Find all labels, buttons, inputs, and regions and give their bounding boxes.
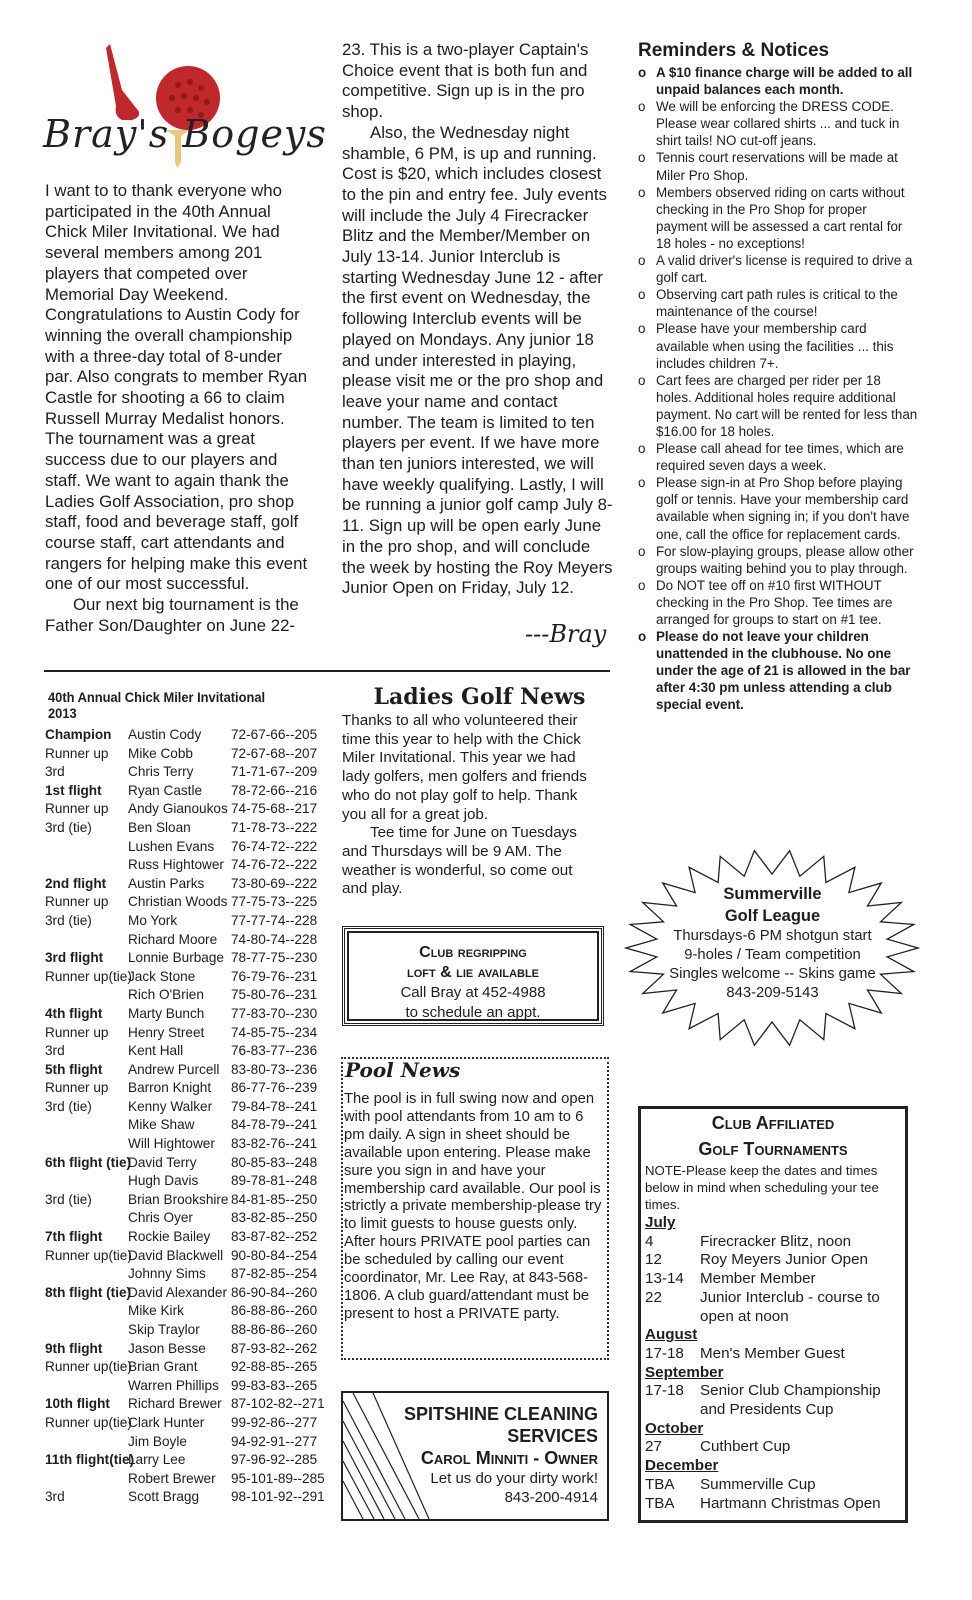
event-name: Member Member <box>700 1270 816 1288</box>
player-score: 83-80-73--236 <box>231 1061 318 1077</box>
results-row <box>45 1172 335 1191</box>
divider <box>44 670 610 672</box>
results-table <box>45 726 335 1507</box>
results-row <box>45 838 335 857</box>
reminder-item <box>638 440 920 474</box>
reminder-item <box>638 149 920 183</box>
player-score: 72-67-68--207 <box>231 745 318 761</box>
player-score: 74-80-74--228 <box>231 931 318 947</box>
result-placing: Runner up <box>45 894 109 910</box>
event-date: 4 <box>645 1232 654 1250</box>
player-name: Russ Hightower <box>128 857 224 873</box>
player-name: Christian Woods <box>128 894 228 910</box>
reminder-item <box>638 64 920 98</box>
ladies-paragraph: Thanks to all who volunteered their time this year to help with the Chick Miler Invitational. This year we had lady golfers, men golfers and friends who do not play golf to help. Thank you all for a great job. <box>342 712 587 823</box>
bullet-icon: o <box>638 577 646 593</box>
reminder-text: Please have your membership card available when using the facilities ... this includes children 7+. <box>656 321 894 371</box>
player-score: 87-93-82--262 <box>231 1340 318 1356</box>
results-row <box>45 1265 335 1284</box>
result-placing: 3rd <box>45 764 65 780</box>
player-score: 77-75-73--225 <box>231 894 318 910</box>
results-row <box>45 1470 335 1489</box>
results-row <box>45 1247 335 1266</box>
regrip-phone: Call Bray at 452-4988 <box>400 984 546 1001</box>
tournament-month: September <box>645 1363 724 1381</box>
player-name: Mike Kirk <box>128 1303 184 1319</box>
bullet-icon: o <box>638 629 647 645</box>
result-placing: 3rd flight <box>45 950 104 966</box>
player-name: Brian Brookshire <box>128 1191 229 1207</box>
player-score: 74-85-75--234 <box>231 1024 318 1040</box>
results-row <box>45 1079 335 1098</box>
event-name: Hartmann Christmas Open <box>700 1494 881 1512</box>
results-row <box>45 1377 335 1396</box>
player-score: 98-101-92--291 <box>231 1489 325 1505</box>
reminder-text: Please call ahead for tee times, which are required seven days a week. <box>656 441 904 474</box>
intro-paragraph-2: Our next big tournament is the Father Son/Daughter on June 22- <box>45 595 299 635</box>
result-placing: 2nd flight <box>45 875 107 891</box>
result-placing: 3rd (tie) <box>45 1191 92 1207</box>
intro-paragraph: I want to to thank everyone who participated in the 40th Annual Chick Miler Invitational. We had several members among 201 players that competed over Memorial Day Weekend. Congratulations to Austin Cody for winning the overall championship with a three-day total of 8-under par. Also congrats to member Ryan Castle for shooting a 66 to claim Russell Murray Medalist honors. The tournament was a great success due to our players and staff. We want to again thank the Ladies Golf Association, pro shop staff, food and beverage staff, golf course staff, cart attendants and rangers for helping make this event one of our most successful. <box>45 181 308 594</box>
player-score: 79-84-78--241 <box>231 1098 318 1114</box>
player-name: Rich O'Brien <box>128 987 204 1003</box>
player-score: 83-82-85--250 <box>231 1210 318 1226</box>
bullet-icon: o <box>638 150 646 166</box>
results-row <box>45 986 335 1005</box>
intro-article <box>45 181 310 636</box>
event-date: 17-18 <box>645 1344 684 1362</box>
ladies-news-title: Ladies Golf News <box>373 684 586 710</box>
player-name: Austin Parks <box>128 875 205 891</box>
result-placing: 3rd <box>45 1489 65 1505</box>
ladies-paragraph-2: Tee time for June on Tuesdays and Thursdays will be 9 AM. The weather is wonderful, so come out and play. <box>342 824 577 898</box>
golf-league-ad <box>660 883 885 1003</box>
player-score: 86-90-84--260 <box>231 1284 318 1300</box>
results-row <box>45 1284 335 1303</box>
player-score: 94-92-91--277 <box>231 1433 318 1449</box>
player-name: Kent Hall <box>128 1043 184 1059</box>
event-date: 22 <box>645 1288 662 1306</box>
player-name: Hugh Davis <box>128 1173 199 1189</box>
results-row <box>45 1042 335 1061</box>
results-row <box>45 1433 335 1452</box>
player-name: Austin Cody <box>128 727 202 742</box>
result-placing: 11th flight(tie) <box>45 1452 135 1468</box>
article-paragraph-2: Also, the Wednesday night shamble, 6 PM, is up and running. Cost is $20, which includes closest to the pin and entry fee. July events will include the July 4 Firecracker Blitz and the Member/Member on July 13-14. Junior Interclub is starting Wednesday June 12 - after the first event on Wednesday, the following Interclub events will be played on Mondays. Any junior 18 and under interested in playing, please visit me or the pro shop and leave your name and contact number. The team is limited to ten players per event. If we have more than ten juniors interested, we will have weekly qualifying. Lastly, I will be running a junior golf camp July 8-11. Sign up will be open early June in the pro shop, and will conclude the week by hosting the Roy Meyers Junior Open on Friday, July 12. <box>342 122 613 598</box>
results-row <box>45 893 335 912</box>
result-placing: 3rd (tie) <box>45 912 92 928</box>
reminder-text: Members observed riding on carts without checking in the Pro Shop for proper payment will be assessed a cart rental for 18 holes - no exceptions! <box>656 184 905 251</box>
result-placing: 1st flight <box>45 782 102 798</box>
result-placing: 6th flight (tie) <box>45 1154 132 1170</box>
reminder-text: Do NOT tee off on #10 first WITHOUT checking in the Pro Shop. Tee times are arranged for groups to start on #1 tee. <box>656 577 893 627</box>
player-name: Ryan Castle <box>128 782 203 798</box>
player-name: Jack Stone <box>128 968 196 984</box>
result-placing: Runner up <box>45 745 109 761</box>
bullet-icon: o <box>638 441 646 457</box>
tournaments-list <box>645 1214 905 1513</box>
player-score: 90-80-84--254 <box>231 1247 318 1263</box>
reminder-item <box>638 320 920 371</box>
results-row <box>45 763 335 782</box>
player-name: Scott Bragg <box>128 1489 200 1505</box>
results-row <box>45 968 335 987</box>
player-name: Clark Hunter <box>128 1414 205 1430</box>
bullet-icon: o <box>638 372 646 388</box>
regrip-ad <box>342 926 604 1026</box>
reminder-item <box>638 184 920 252</box>
reminder-item <box>638 474 920 542</box>
event-name: Men's Member Guest <box>700 1344 845 1362</box>
reminder-item <box>638 628 920 713</box>
player-score: 89-78-81--248 <box>231 1173 318 1189</box>
results-row <box>45 1358 335 1377</box>
tournament-event <box>645 1345 905 1364</box>
result-placing: 3rd (tie) <box>45 1098 92 1114</box>
player-name: Andy Gianoukos <box>128 801 228 817</box>
player-name: Marty Bunch <box>128 1005 205 1021</box>
player-name: Warren Phillips <box>128 1377 219 1393</box>
tournament-event <box>645 1476 905 1495</box>
player-name: David Alexander <box>128 1284 227 1300</box>
event-name: Summerville Cup <box>700 1475 816 1493</box>
results-row <box>45 912 335 931</box>
player-name: Will Hightower <box>128 1136 215 1152</box>
results-row <box>45 1340 335 1359</box>
player-name: Brian Grant <box>128 1359 198 1375</box>
logo-title: Bray's Bogeys <box>43 112 327 156</box>
player-score: 78-72-66--216 <box>231 782 318 798</box>
spitshine-heading: SPITSHINE CLEANING <box>403 1404 598 1424</box>
player-score: 87-82-85--254 <box>231 1266 318 1282</box>
result-placing: Runner up(tie) <box>45 1414 132 1430</box>
player-score: 80-85-83--248 <box>231 1154 318 1170</box>
player-name: Ben Sloan <box>128 819 191 835</box>
results-row <box>45 875 335 894</box>
reminder-text: Observing cart path rules is critical to the maintenance of the course! <box>656 287 898 320</box>
result-placing: Runner up(tie) <box>45 968 132 984</box>
results-row <box>45 1191 335 1210</box>
bullet-icon: o <box>638 543 646 559</box>
player-name: Jim Boyle <box>128 1433 187 1449</box>
player-score: 73-80-69--222 <box>231 875 318 891</box>
regrip-subheading: loft & lie available <box>406 964 540 981</box>
player-name: Lushen Evans <box>128 838 215 854</box>
result-placing: 3rd (tie) <box>45 819 92 835</box>
event-name: Junior Interclub - course to open at noon <box>700 1288 880 1325</box>
results-row <box>45 1395 335 1414</box>
result-placing: Runner up(tie) <box>45 1247 132 1263</box>
bullet-icon: o <box>638 287 646 303</box>
player-score: 71-71-67--209 <box>231 764 318 780</box>
reminder-text: Tennis court reservations will be made at Miler Pro Shop. <box>656 150 898 183</box>
player-score: 88-86-86--260 <box>231 1322 318 1337</box>
player-name: Chris Terry <box>128 764 194 780</box>
player-score: 71-78-73--222 <box>231 819 318 835</box>
player-name: David Terry <box>128 1154 197 1170</box>
spitshine-heading-2: SERVICES <box>507 1426 598 1446</box>
results-title: 40th Annual Chick Miler Invitational 2013 <box>48 689 266 721</box>
league-singles: Singles welcome -- Skins game <box>669 966 876 982</box>
result-placing: 10th flight <box>45 1396 110 1412</box>
tournament-event <box>645 1495 905 1514</box>
tournament-event <box>645 1438 905 1457</box>
result-placing: 5th flight <box>45 1061 103 1077</box>
player-score: 76-74-72--222 <box>231 838 318 854</box>
bullet-icon: o <box>638 475 646 491</box>
player-name: Chris Oyer <box>128 1210 193 1226</box>
spitshine-phone: 843-200-4914 <box>504 1489 598 1506</box>
player-name: Lonnie Burbage <box>128 950 224 966</box>
results-row <box>45 726 335 745</box>
event-date: 27 <box>645 1438 662 1456</box>
reminder-text: For slow-playing groups, please allow other groups waiting behind you to play through. <box>656 543 914 576</box>
player-name: David Blackwell <box>128 1247 224 1263</box>
player-name: Richard Brewer <box>128 1396 222 1412</box>
tournament-event <box>645 1251 905 1270</box>
player-score: 97-96-92--285 <box>231 1452 318 1468</box>
results-row <box>45 1302 335 1321</box>
player-name: Andrew Purcell <box>128 1061 220 1077</box>
results-row <box>45 1321 335 1340</box>
player-score: 99-83-83--265 <box>231 1377 318 1393</box>
player-score: 75-80-76--231 <box>231 987 318 1003</box>
tournament-month: October <box>645 1419 704 1437</box>
player-score: 76-83-77--236 <box>231 1043 318 1059</box>
event-date: 12 <box>645 1251 662 1269</box>
results-row <box>45 1098 335 1117</box>
result-placing: 7th flight <box>45 1229 103 1245</box>
results-row <box>45 1116 335 1135</box>
league-schedule: Thursdays-6 PM shotgun start <box>673 928 872 944</box>
tournament-event <box>645 1289 905 1326</box>
reminders-list <box>638 64 920 714</box>
ladies-news-body <box>342 712 600 899</box>
article-continued <box>342 40 617 599</box>
league-title: Summerville <box>723 885 822 903</box>
result-placing: Runner up <box>45 801 109 817</box>
pool-news-body: The pool is in full swing now and open with pool attendants from 10 am to 6 pm daily. A sign in sheet should be available upon entering. Please make sure you sign in and have your membership card available. Our pool is strictly a private membership-please try to limit guests to house guests only. After hours PRIVATE pool parties can be scheduled by calling our event coordinator, Mr. Lee Ray, at 843-568-1806. A club guard/attendant must be present to host a PRIVATE party. <box>344 1091 602 1322</box>
player-score: 86-88-86--260 <box>231 1303 318 1319</box>
event-name: Cuthbert Cup <box>700 1438 791 1456</box>
bullet-icon: o <box>638 99 646 115</box>
player-score: 74-76-72--222 <box>231 857 318 873</box>
results-row <box>45 1154 335 1173</box>
results-row <box>45 1488 335 1507</box>
reminder-item <box>638 543 920 577</box>
player-name: Kenny Walker <box>128 1098 213 1114</box>
player-name: Robert Brewer <box>128 1470 216 1486</box>
reminder-text: We will be enforcing the DRESS CODE. Please wear collared shirts ... and tuck in shirt tails! NO cut-off jeans. <box>656 99 900 149</box>
player-score: 77-83-70--230 <box>231 1005 318 1021</box>
tournament-month: July <box>645 1214 676 1231</box>
results-row <box>45 1005 335 1024</box>
reminder-item <box>638 286 920 320</box>
result-placing: Runner up(tie) <box>45 1359 132 1375</box>
league-title-2: Golf League <box>724 907 821 925</box>
result-placing: 8th flight (tie) <box>45 1284 132 1300</box>
player-score: 83-82-76--241 <box>231 1136 318 1152</box>
bullet-icon: o <box>638 253 646 269</box>
result-placing: Runner up <box>45 1024 109 1040</box>
event-name: Firecracker Blitz, noon <box>700 1232 852 1250</box>
player-score: 87-102-82--271 <box>231 1396 325 1412</box>
results-row <box>45 1451 335 1470</box>
event-name: Roy Meyers Junior Open <box>700 1251 868 1269</box>
player-score: 99-92-86--277 <box>231 1414 318 1430</box>
results-row <box>45 1061 335 1080</box>
player-name: Skip Traylor <box>128 1322 200 1337</box>
results-row <box>45 1209 335 1228</box>
regrip-note: to schedule an appt. <box>405 1004 541 1021</box>
player-name: Mike Shaw <box>128 1117 195 1133</box>
player-score: 84-78-79--241 <box>231 1117 318 1133</box>
event-date: 17-18 <box>645 1382 684 1400</box>
reminder-text: A valid driver's license is required to drive a golf cart. <box>656 253 913 286</box>
player-name: Mike Cobb <box>128 745 193 761</box>
reminder-item <box>638 372 920 440</box>
player-score: 83-87-82--252 <box>231 1229 318 1245</box>
results-row <box>45 819 335 838</box>
results-row <box>45 1228 335 1247</box>
tournament-event <box>645 1382 905 1419</box>
signature: ---Bray <box>525 620 607 648</box>
article-paragraph: 23. This is a two-player Captain's Choice event that is both fun and competitive. Sign up is in the pro shop. <box>342 40 589 122</box>
reminder-text: A $10 finance charge will be added to all unpaid balances each month. <box>656 65 913 98</box>
reminder-text: Please do not leave your children unattended in the clubhouse. No one under the age of 21 is allowed in the bar after 4:30 pm unless attending a club special event. <box>656 629 911 713</box>
event-name: Senior Club Championship and Presidents Cup <box>700 1382 881 1419</box>
player-name: Johnny Sims <box>128 1266 206 1282</box>
player-score: 86-77-76--239 <box>231 1080 318 1096</box>
player-score: 77-77-74--228 <box>231 912 318 928</box>
player-name: Barron Knight <box>128 1080 212 1096</box>
result-placing: 3rd <box>45 1043 65 1059</box>
player-name: Jason Besse <box>128 1340 206 1356</box>
player-name: Richard Moore <box>128 931 218 947</box>
reminder-item <box>638 577 920 628</box>
tournament-month: December <box>645 1457 719 1475</box>
tournaments-title-line1: Club Affiliated <box>711 1113 835 1133</box>
player-score: 78-77-75--230 <box>231 950 318 966</box>
player-name: Mo York <box>128 912 178 928</box>
tournaments-title <box>641 1110 905 1162</box>
results-row <box>45 800 335 819</box>
result-placing: 4th flight <box>45 1005 103 1021</box>
spitshine-tagline: Let us do your dirty work! <box>430 1470 598 1487</box>
results-row <box>45 856 335 875</box>
results-row <box>45 745 335 764</box>
player-score: 72-67-66--205 <box>231 727 318 742</box>
tournaments-title-line2: Golf Tournaments <box>698 1139 848 1159</box>
player-name: Rockie Bailey <box>128 1229 211 1245</box>
league-format: 9-holes / Team competition <box>684 947 861 963</box>
spitshine-owner: Carol Minniti - Owner <box>420 1448 598 1468</box>
reminder-text: Please sign-in at Pro Shop before playing golf or tennis. Have your membership card available when signing in; if you don't have one, call the office for replacement cards. <box>656 475 910 542</box>
results-row <box>45 949 335 968</box>
player-score: 84-81-85--250 <box>231 1191 318 1207</box>
reminder-item <box>638 98 920 149</box>
league-phone: 843-209-5143 <box>726 985 819 1001</box>
bullet-icon: o <box>638 184 646 200</box>
event-date: 13-14 <box>645 1270 684 1288</box>
reminders-title: Reminders & Notices <box>638 40 830 61</box>
event-date: TBA <box>645 1494 675 1512</box>
player-score: 76-79-76--231 <box>231 968 318 984</box>
tournament-month: August <box>645 1326 698 1344</box>
results-row <box>45 1024 335 1043</box>
regrip-heading: Club regripping <box>419 944 527 961</box>
bullet-icon: o <box>638 321 646 337</box>
reminder-text: Cart fees are charged per rider per 18 holes. Additional holes require additional payment. No cart will be rented for less than $16.00 for 18 holes. <box>656 372 918 439</box>
player-score: 92-88-85--265 <box>231 1359 318 1375</box>
player-score: 95-101-89--285 <box>231 1470 325 1486</box>
bullet-icon: o <box>638 65 647 80</box>
result-placing: Runner up <box>45 1080 109 1096</box>
results-row <box>45 1135 335 1154</box>
pool-news-title: Pool News <box>345 1058 461 1082</box>
golf-club-icon <box>106 44 139 120</box>
results-row <box>45 782 335 801</box>
tournaments-note: NOTE-Please keep the dates and times below in mind when scheduling your tee times. <box>645 1163 879 1212</box>
spitshine-text <box>380 1403 598 1507</box>
player-score: 74-75-68--217 <box>231 801 318 817</box>
player-name: Larry Lee <box>128 1452 186 1468</box>
reminder-item <box>638 252 920 286</box>
player-name: Henry Street <box>128 1024 205 1040</box>
result-placing: Champion <box>45 727 112 742</box>
tournament-event <box>645 1270 905 1289</box>
results-row <box>45 931 335 950</box>
tournament-event <box>645 1233 905 1252</box>
event-date: TBA <box>645 1475 675 1493</box>
result-placing: 9th flight <box>45 1340 103 1356</box>
results-row <box>45 1414 335 1433</box>
